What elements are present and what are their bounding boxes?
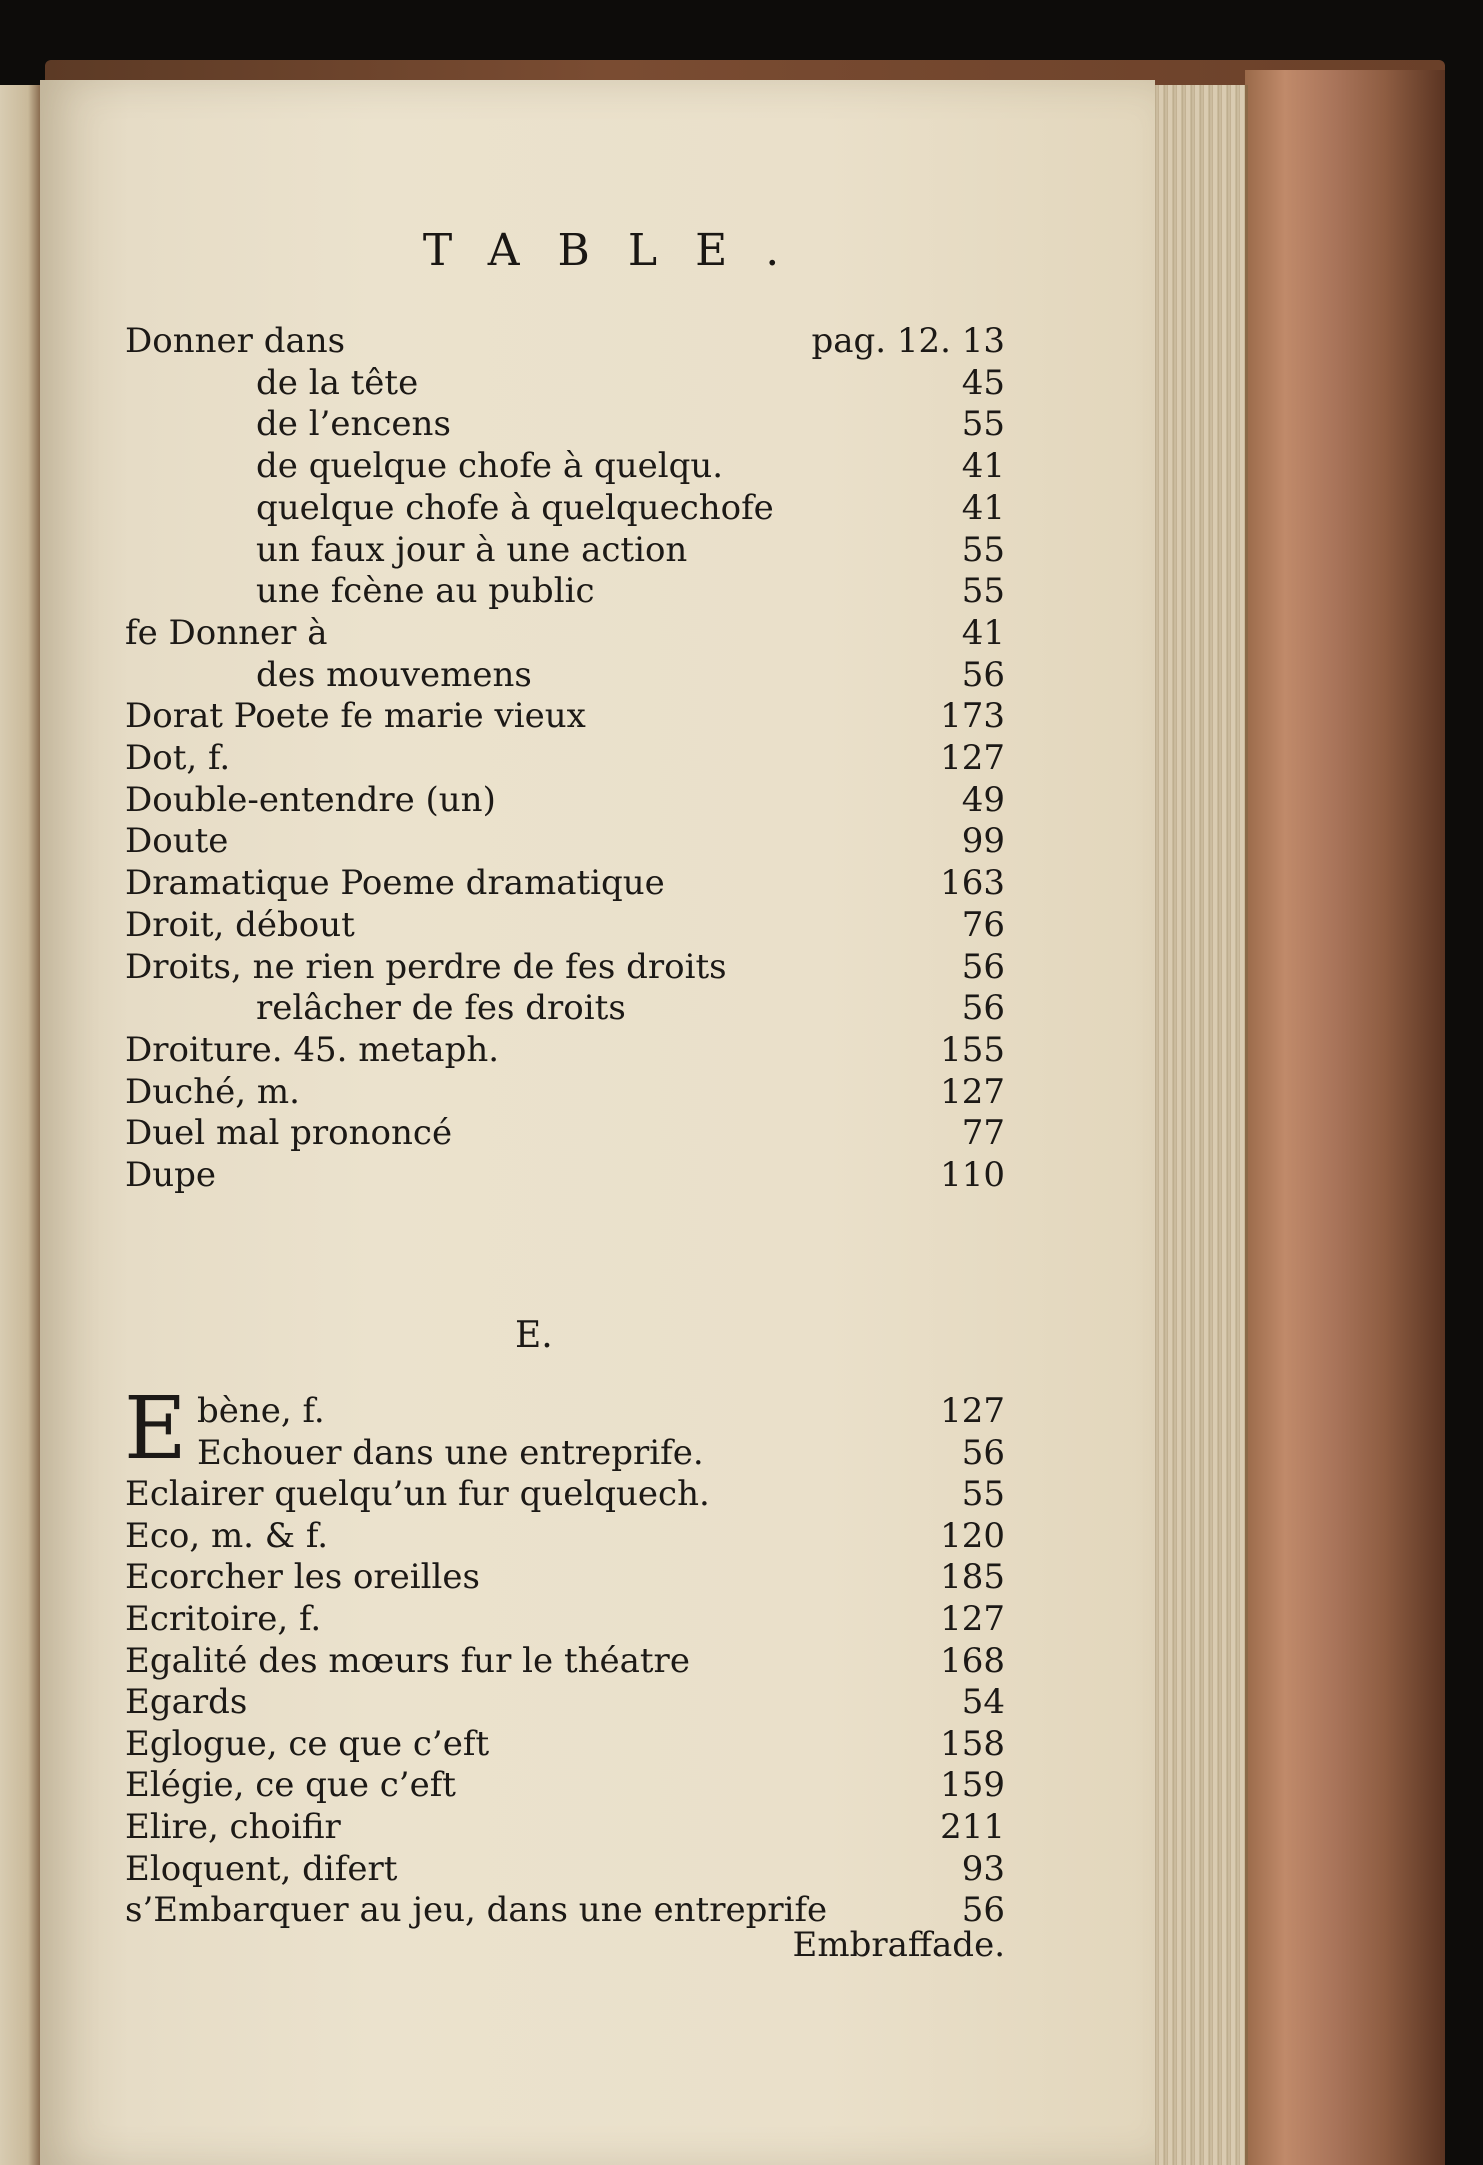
page-title: TABLE. bbox=[422, 225, 818, 276]
entry-page-number: 45 bbox=[961, 362, 1005, 403]
entry-term: bène, f. bbox=[197, 1391, 325, 1431]
index-entry bbox=[125, 1112, 1005, 1154]
entry-term: fe Donner à bbox=[125, 612, 328, 653]
entry-page-number: 55 bbox=[961, 571, 1005, 612]
entry-page-number: 159 bbox=[940, 1765, 1005, 1806]
entry-page-number: 56 bbox=[961, 946, 1005, 987]
entry-term: Egalité des mœurs fur le théatre bbox=[125, 1640, 690, 1681]
entry-page-number: 77 bbox=[961, 1113, 1005, 1154]
entry-term: Eloquent, difert bbox=[125, 1848, 398, 1889]
book-page bbox=[40, 80, 1155, 2165]
entry-term: Double-entendre (un) bbox=[125, 779, 496, 820]
entry-term: un faux jour à une action bbox=[256, 529, 688, 570]
entry-page-number: 41 bbox=[961, 446, 1005, 487]
entry-term: Doute bbox=[125, 821, 229, 862]
index-entry bbox=[125, 570, 1005, 612]
entry-term: de la tête bbox=[256, 362, 419, 403]
index-entry bbox=[125, 1029, 1005, 1071]
book-spine-edge bbox=[1245, 70, 1445, 2165]
entry-page-number: pag. 12. 13 bbox=[811, 321, 1005, 361]
entry-page-number: 55 bbox=[961, 404, 1005, 445]
index-entry bbox=[125, 1390, 1005, 1432]
entry-term: Echouer dans une entreprife. bbox=[197, 1432, 704, 1473]
entry-term: une fcène au public bbox=[256, 571, 595, 612]
entry-term: Eco, m. & f. bbox=[125, 1515, 329, 1556]
index-entry bbox=[125, 320, 1005, 362]
catchword: Embraffade. bbox=[792, 1925, 1005, 1965]
entry-page-number: 127 bbox=[940, 1599, 1005, 1639]
entry-page-number: 163 bbox=[940, 863, 1005, 904]
entry-page-number: 56 bbox=[961, 1432, 1005, 1473]
entry-term: Dupe bbox=[125, 1155, 217, 1195]
entry-page-number: 127 bbox=[940, 1071, 1005, 1112]
entry-term: quelque chofe à quelquechofe bbox=[256, 487, 774, 528]
index-entry bbox=[125, 1640, 1005, 1682]
index-entry bbox=[125, 1598, 1005, 1640]
entry-page-number: 155 bbox=[940, 1029, 1005, 1070]
index-entry bbox=[125, 1723, 1005, 1765]
entry-page-number: 120 bbox=[940, 1515, 1005, 1556]
index-entry bbox=[125, 695, 1005, 737]
entry-page-number: 110 bbox=[940, 1155, 1005, 1195]
entry-term: Egards bbox=[125, 1682, 248, 1723]
index-entry bbox=[125, 1764, 1005, 1806]
index-entry bbox=[125, 1681, 1005, 1723]
index-entry bbox=[125, 1432, 1005, 1474]
index-entry bbox=[125, 1556, 1005, 1598]
index-entry bbox=[125, 654, 1005, 696]
index-entry bbox=[125, 862, 1005, 904]
entry-term: Dot, f. bbox=[125, 738, 231, 778]
entry-term: Dramatique Poeme dramatique bbox=[125, 863, 665, 904]
entry-term: Donner dans bbox=[125, 321, 346, 361]
entry-term: Eclairer quelqu’un fur quelquech. bbox=[125, 1474, 710, 1515]
entry-page-number: 41 bbox=[961, 612, 1005, 653]
entry-page-number: 93 bbox=[961, 1848, 1005, 1889]
entry-term: Duel mal prononcé bbox=[125, 1113, 453, 1154]
index-entry bbox=[125, 1154, 1005, 1196]
index-entry bbox=[125, 362, 1005, 404]
index-entry bbox=[125, 1473, 1005, 1515]
entry-page-number: 99 bbox=[961, 821, 1005, 862]
index-entry bbox=[125, 820, 1005, 862]
index-entry bbox=[125, 612, 1005, 654]
facing-page-edge bbox=[0, 85, 40, 2165]
catchword-row bbox=[125, 1925, 1005, 1967]
entry-term: s’Embarquer au jeu, dans une entreprife bbox=[125, 1890, 828, 1931]
entry-term: Ecritoire, f. bbox=[125, 1599, 322, 1639]
entry-term: de l’encens bbox=[256, 404, 451, 445]
index-entry bbox=[125, 1848, 1005, 1890]
entry-term: relâcher de fes droits bbox=[256, 988, 626, 1029]
entry-term: des mouvemens bbox=[256, 654, 532, 695]
entry-page-number: 168 bbox=[940, 1640, 1005, 1681]
index-entry bbox=[125, 529, 1005, 571]
section-heading-e: E. bbox=[515, 1315, 553, 1356]
index-entry bbox=[125, 1515, 1005, 1557]
index-entry bbox=[125, 403, 1005, 445]
index-entry bbox=[125, 904, 1005, 946]
entry-page-number: 127 bbox=[940, 738, 1005, 778]
entry-term: Droiture. 45. metaph. bbox=[125, 1029, 500, 1070]
entry-term: de quelque chofe à quelqu. bbox=[256, 446, 724, 487]
entry-page-number: 56 bbox=[961, 1890, 1005, 1931]
entry-page-number: 55 bbox=[961, 529, 1005, 570]
page-edges bbox=[1150, 85, 1248, 2165]
entry-term: Droit, débout bbox=[125, 904, 355, 945]
index-entry bbox=[125, 1806, 1005, 1848]
entry-term: Elire, choifir bbox=[125, 1807, 341, 1847]
drop-cap-letter: E bbox=[124, 1379, 187, 1479]
entry-page-number: 211 bbox=[940, 1807, 1005, 1847]
entry-term: Elégie, ce que c’eft bbox=[125, 1765, 456, 1806]
index-entry bbox=[125, 1071, 1005, 1113]
entry-term: Duché, m. bbox=[125, 1071, 300, 1112]
entry-page-number: 173 bbox=[940, 696, 1005, 737]
entry-page-number: 56 bbox=[961, 654, 1005, 695]
entry-term: Eglogue, ce que c’eft bbox=[125, 1723, 490, 1764]
index-entry bbox=[125, 445, 1005, 487]
entry-page-number: 127 bbox=[940, 1391, 1005, 1431]
entry-page-number: 54 bbox=[961, 1682, 1005, 1723]
entry-page-number: 76 bbox=[961, 904, 1005, 945]
entry-page-number: 55 bbox=[961, 1474, 1005, 1515]
index-entry bbox=[125, 779, 1005, 821]
index-entry bbox=[125, 737, 1005, 779]
entry-page-number: 185 bbox=[940, 1557, 1005, 1598]
index-entry bbox=[125, 946, 1005, 988]
entry-page-number: 41 bbox=[961, 487, 1005, 528]
index-entry bbox=[125, 987, 1005, 1029]
entry-page-number: 49 bbox=[961, 779, 1005, 820]
entry-term: Ecorcher les oreilles bbox=[125, 1557, 480, 1598]
entry-term: Dorat Poete fe marie vieux bbox=[125, 696, 586, 737]
entry-page-number: 158 bbox=[940, 1723, 1005, 1764]
index-entry bbox=[125, 487, 1005, 529]
entry-term: Droits, ne rien perdre de fes droits bbox=[125, 946, 727, 987]
entry-page-number: 56 bbox=[961, 988, 1005, 1029]
